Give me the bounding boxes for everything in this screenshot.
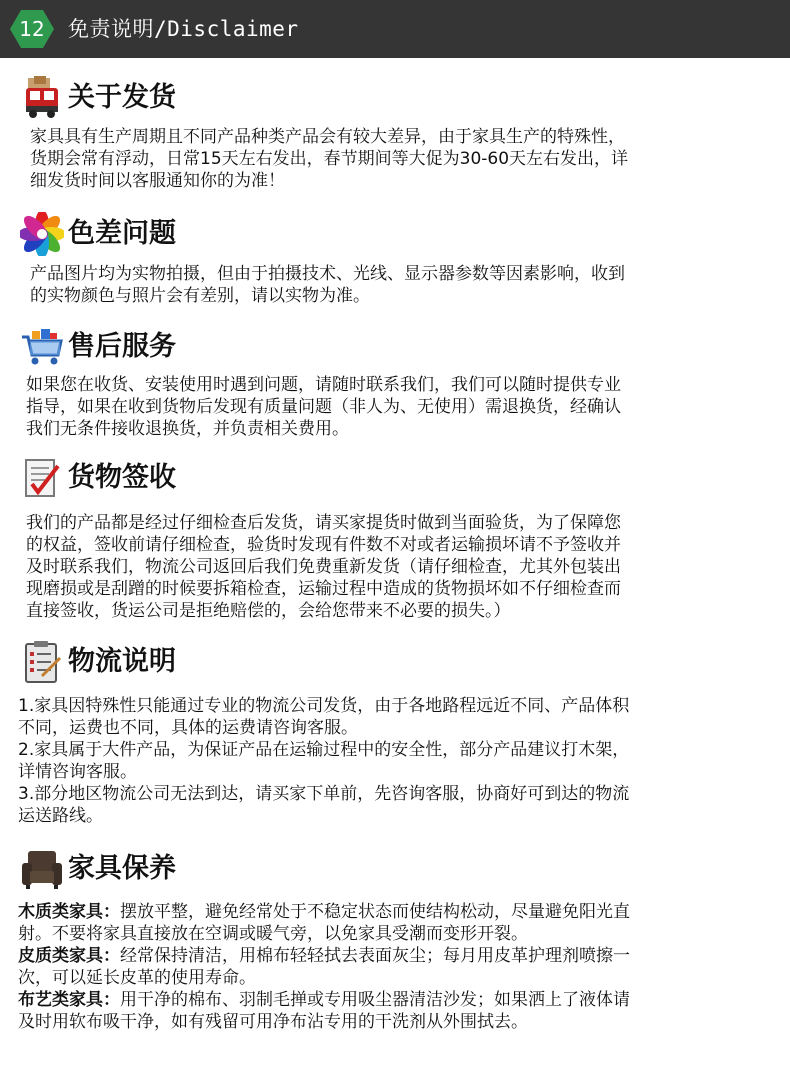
text-line: 指导，如果在收到货物后发现有质量问题（非人为、无使用）需退换货，经确认	[26, 397, 621, 417]
section-title-shipping: 关于发货	[68, 82, 176, 113]
armchair-icon	[20, 847, 64, 891]
care-item-wood	[18, 901, 630, 923]
section-title-logistics: 物流说明	[68, 646, 176, 677]
section-color-text	[30, 263, 625, 307]
care-text: 摆放平整，避免经常处于不稳定状态而使结构松动，尽量避免阳光直	[120, 902, 630, 922]
section-aftersales-text	[26, 374, 621, 440]
checklist-icon	[20, 456, 64, 500]
text-line: 直接签收，货运公司是拒绝赔偿的，会给您带来不必要的损失。）	[26, 601, 511, 621]
color-wheel-icon	[20, 212, 64, 256]
section-shipping-text	[30, 126, 628, 192]
text-line: 产品图片均为实物拍摄，但由于拍摄技术、光线、显示器参数等因素影响，收到	[30, 264, 625, 284]
care-item-fabric	[18, 989, 630, 1011]
text-line: 及时用软布吸干净，如有残留可用净布沾专用的干洗剂从外围拭去。	[18, 1012, 528, 1032]
text-line: 2.家具属于大件产品，为保证产品在运输过程中的安全性，部分产品建议打木架，	[18, 740, 630, 760]
text-line: 家具具有生产周期且不同产品种类产品会有较大差异，由于家具生产的特殊性，	[30, 127, 625, 147]
care-label: 布艺类家具：	[18, 990, 120, 1010]
text-line: 如果您在收货、安装使用时遇到问题，请随时联系我们，我们可以随时提供专业	[26, 375, 621, 395]
section-care-text	[18, 901, 630, 1033]
text-line: 1.家具因特殊性只能通过专业的物流公司发货，由于各地路程远近不同、产品体积	[18, 696, 630, 716]
section-number: 12	[19, 17, 45, 41]
care-text: 用干净的棉布、羽制毛掸或专用吸尘器清洁沙发；如果洒上了液体请	[120, 990, 630, 1010]
section-title-care: 家具保养	[68, 853, 176, 884]
text-line: 射。不要将家具直接放在空调或暖气旁，以免家具受潮而变形开裂。	[18, 924, 528, 944]
header-bar	[0, 0, 790, 58]
page-title: 免责说明/Disclaimer	[68, 17, 299, 41]
text-line: 详情咨询客服。	[18, 762, 137, 782]
text-line: 运送路线。	[18, 806, 103, 826]
text-line: 现磨损或是刮蹭的时候要拆箱检查，运输过程中造成的货物损坏如不仔细检查而	[26, 579, 621, 599]
care-label: 皮质类家具：	[18, 946, 120, 966]
text-line: 不同，运费也不同，具体的运费请咨询客服。	[18, 718, 358, 738]
shopping-cart-icon	[20, 325, 64, 369]
text-line: 的实物颜色与照片会有差别，请以实物为准。	[30, 286, 370, 306]
care-text: 经常保持清洁，用棉布轻轻拭去表面灰尘；每月用皮革护理剂喷擦一	[120, 946, 630, 966]
care-item-leather	[18, 945, 630, 967]
truck-icon	[20, 76, 64, 120]
text-line: 3.部分地区物流公司无法到达，请买家下单前，先咨询客服，协商好可到达的物流	[18, 784, 630, 804]
care-label: 木质类家具：	[18, 902, 120, 922]
section-receipt-text	[26, 512, 621, 622]
text-line: 细发货时间以客服通知你的为准！	[30, 171, 285, 191]
text-line: 货期会常有浮动，日常15天左右发出，春节期间等大促为30-60天左右发出，详	[30, 149, 629, 169]
text-line: 及时联系我们，物流公司返回后我们免费重新发货（请仔细检查，尤其外包装出	[26, 557, 621, 577]
text-line: 我们的产品都是经过仔细检查后发货，请买家提货时做到当面验货，为了保障您	[26, 513, 621, 533]
section-title-color: 色差问题	[68, 218, 176, 249]
section-title-aftersales: 售后服务	[68, 331, 176, 362]
text-line: 的权益，签收前请仔细检查，验货时发现有件数不对或者运输损坏请不予签收并	[26, 535, 621, 555]
text-line: 我们无条件接收退换货，并负责相关费用。	[26, 419, 349, 439]
section-logistics-text	[18, 695, 629, 827]
text-line: 次，可以延长皮革的使用寿命。	[18, 968, 256, 988]
clipboard-icon	[20, 640, 64, 684]
section-title-receipt: 货物签收	[68, 462, 176, 493]
